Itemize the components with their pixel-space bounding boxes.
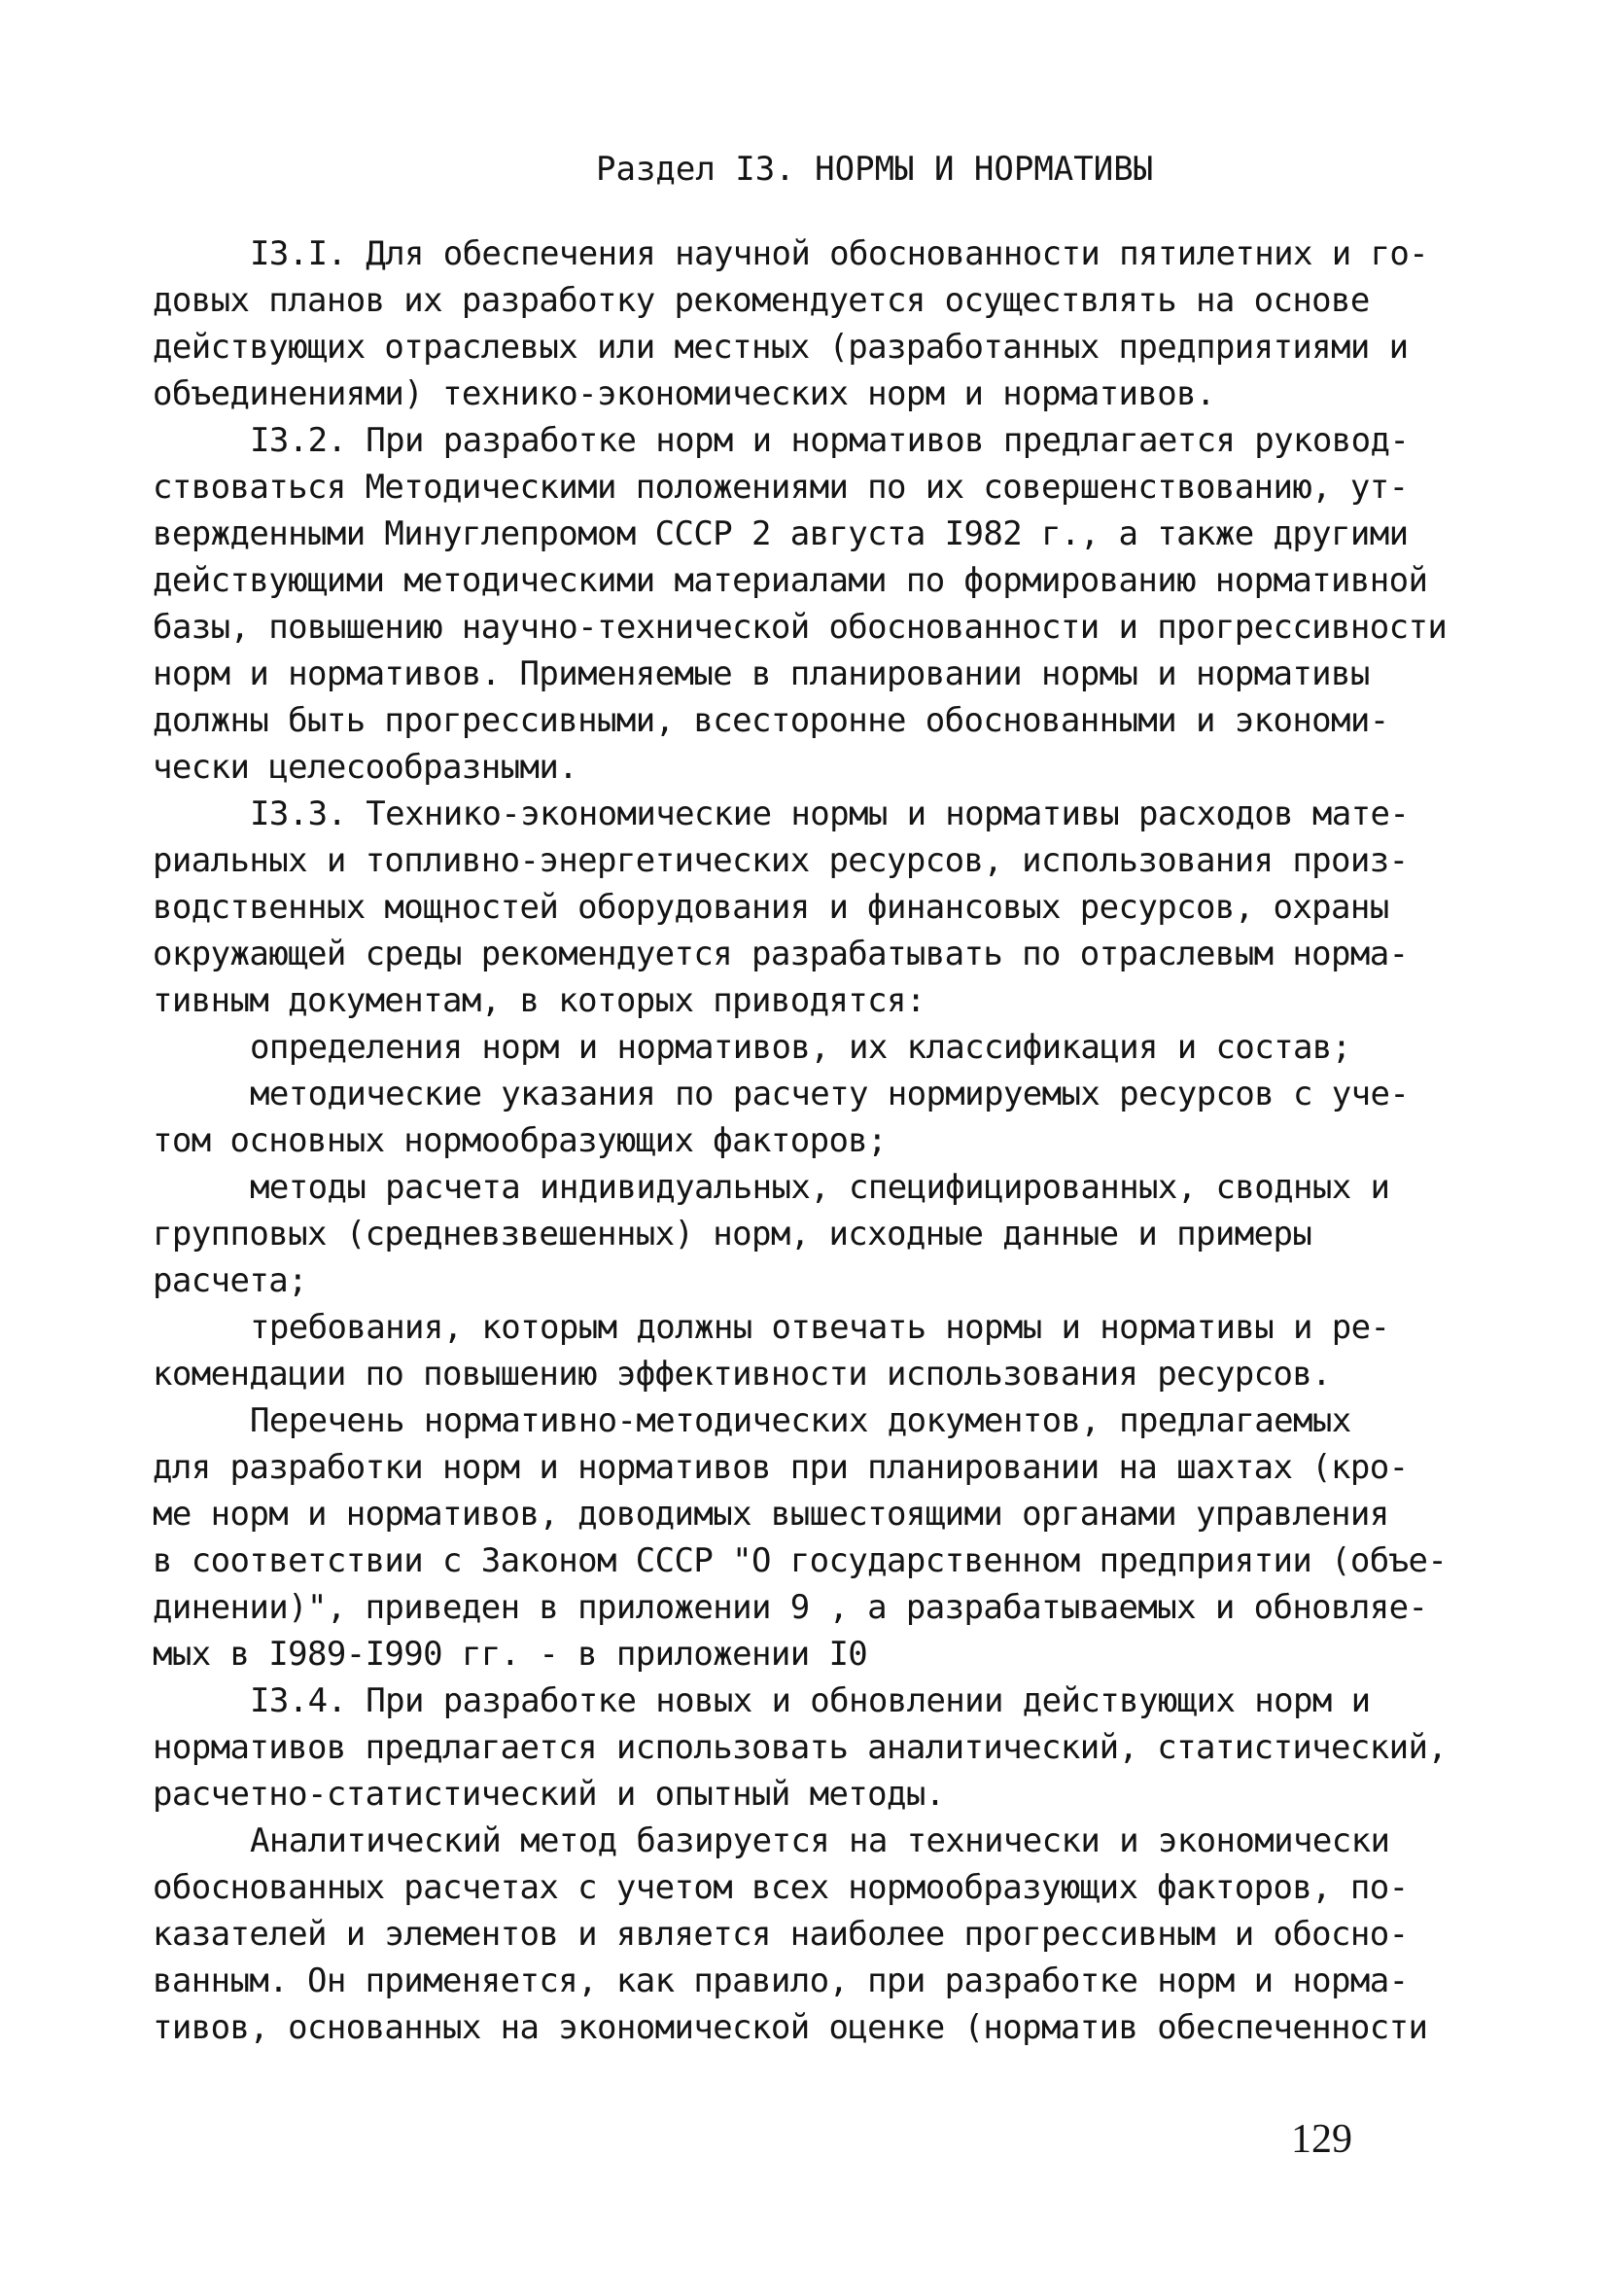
- text-line: расчетно-статистический и опытный методы.: [153, 1775, 945, 1814]
- text-line: должны быть прогрессивными, всесторонне обоснованными и экономи-: [153, 701, 1389, 740]
- text-line: казателей и элементов и является наиболее прогрессивным и обосно-: [153, 1915, 1409, 1954]
- text-line: довых планов их разработку рекомендуется осуществлять на основе: [153, 281, 1370, 320]
- text-line: риальных и топливно-энергетических ресурсов, использования произ-: [153, 841, 1409, 880]
- page-number: 129: [1291, 2117, 1352, 2162]
- text-line: чески целесообразными.: [153, 748, 578, 787]
- text-line: вержденными Минуглепромом СССР 2 августа I982 г., а также другими: [153, 514, 1409, 553]
- text-line: методы расчета индивидуальных, специфицированных, сводных и: [250, 1168, 1390, 1207]
- text-line: динении)", приведен в приложении 9 , а разрабатываемых и обновляе-: [153, 1588, 1428, 1627]
- text-line: для разработки норм и нормативов при планировании на шахтах (кро-: [153, 1448, 1409, 1487]
- text-line: действующими методическими материалами по формированию нормативной: [153, 561, 1428, 600]
- text-line: I3.4. При разработке новых и обновлении действующих норм и: [250, 1681, 1371, 1720]
- text-line: норм и нормативов. Применяемые в планировании нормы и нормативы: [153, 654, 1370, 693]
- text-line: групповых (средневзвешенных) норм, исходные данные и примеры: [153, 1215, 1312, 1254]
- text-line: комендации по повышению эффективности использования ресурсов.: [153, 1355, 1332, 1394]
- text-line: ме норм и нормативов, доводимых вышестоящими органами управления: [153, 1495, 1389, 1534]
- text-line: мых в I989-I990 гг. - в приложении I0: [153, 1635, 868, 1674]
- text-line: определения норм и нормативов, их классификация и состав;: [250, 1028, 1351, 1067]
- text-line: нормативов предлагается использовать аналитический, статистический,: [153, 1728, 1448, 1767]
- text-line: в соответствии с Законом СССР "О государственном предприятии (объе-: [153, 1541, 1448, 1580]
- text-line: тивов, основанных на экономической оценке (норматив обеспеченности: [153, 2008, 1428, 2047]
- text-line: расчета;: [153, 1261, 307, 1300]
- text-line: окружающей среды рекомендуется разрабатывать по отраслевым норма-: [153, 935, 1409, 973]
- text-line: водственных мощностей оборудования и финансовых ресурсов, охраны: [153, 888, 1389, 927]
- text-line: действующих отраслевых или местных (разработанных предприятиями и: [153, 328, 1409, 367]
- text-line: ствоваться Методическими положениями по их совершенствованию, ут-: [153, 468, 1409, 507]
- section-title: Раздел I3. НОРМЫ И НОРМАТИВЫ: [596, 150, 1154, 189]
- text-line: I3.2. При разработке норм и нормативов предлагается руковод-: [250, 421, 1410, 460]
- text-line: базы, повышению научно-технической обоснованности и прогрессивности: [153, 608, 1448, 647]
- text-line: ванным. Он применяется, как правило, при разработке норм и норма-: [153, 1961, 1409, 2000]
- text-line: том основных нормообразующих факторов;: [153, 1121, 888, 1160]
- text-line: объединениями) технико-экономических норм и нормативов.: [153, 374, 1215, 413]
- text-line: I3.3. Технико-экономические нормы и нормативы расходов мате-: [250, 795, 1410, 833]
- text-line: Перечень нормативно-методических документов, предлагаемых: [250, 1401, 1351, 1440]
- text-line: методические указания по расчету нормируемых ресурсов с уче-: [250, 1075, 1410, 1113]
- text-line: Аналитический метод базируется на технически и экономически: [250, 1821, 1390, 1860]
- text-line: требования, которым должны отвечать нормы и нормативы и ре-: [250, 1308, 1390, 1347]
- text-line: тивным документам, в которых приводятся:: [153, 981, 926, 1020]
- text-line: обоснованных расчетах с учетом всех нормообразующих факторов, по-: [153, 1868, 1409, 1907]
- text-line: I3.I. Для обеспечения научной обоснованности пятилетних и го-: [250, 234, 1429, 273]
